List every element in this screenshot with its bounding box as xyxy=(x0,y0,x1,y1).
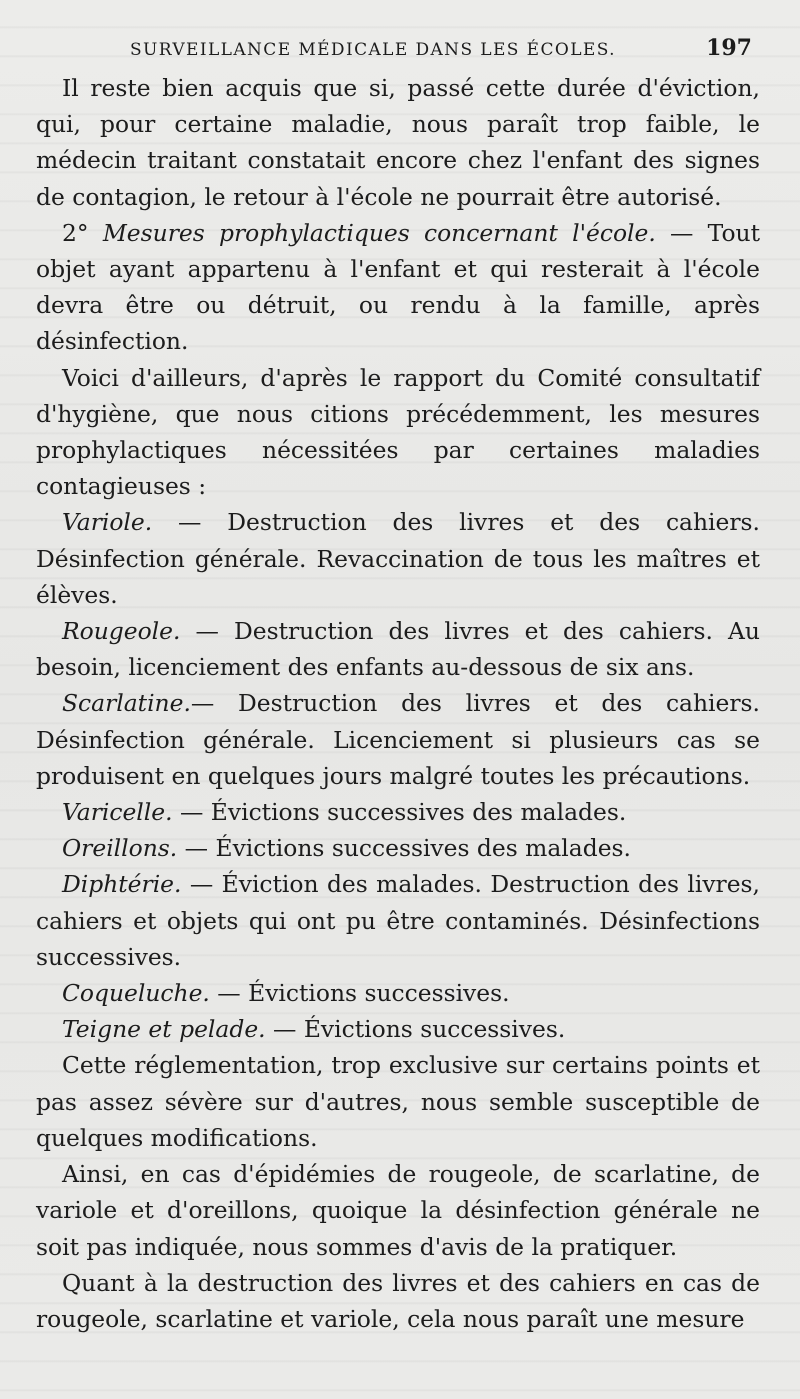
disease-entry-scarlatine xyxy=(36,685,760,794)
disease-term: Oreillons. xyxy=(62,834,178,863)
paragraph-epidemies: Ainsi, en cas d'épidémies de rougeole, de scarlatine, de variole et d'oreillons, quoique la désinfection générale ne soit pas indiquée, nous sommes d'avis de la pratiquer. xyxy=(36,1160,760,1261)
disease-measures: — Évictions successives des malades. xyxy=(172,798,627,827)
disease-measures: — Destruction des livres et des cahiers. Désinfection générale. Revaccination de tous les maîtres et élèves. xyxy=(36,508,760,609)
section-text: — Tout objet ayant appartenu à l'enfant et qui resterait à l'école devra être ou détruit, ou rendu à la famille, après désinfection. xyxy=(36,218,760,356)
disease-entry-varicelle xyxy=(36,794,760,830)
disease-entry-variole xyxy=(36,504,760,613)
disease-measures: — Éviction des malades. Destruction des livres, cahiers et objets qui ont pu être contaminés. Désinfections successives. xyxy=(36,870,760,971)
disease-measures: — Destruction des livres et des cahiers. Au besoin, licenciement des enfants au-dessous de six ans. xyxy=(36,617,760,682)
paragraph-eviction: Il reste bien acquis que si, passé cette durée d'éviction, qui, pour certaine maladie, nous paraît trop faible, le médecin traitant constatait encore chez l'enfant des signes de contagion, le retour à l'école ne pourrait être autorisé. xyxy=(36,74,760,211)
disease-term: Teigne et pelade. xyxy=(62,1015,266,1044)
disease-term: Rougeole. xyxy=(62,617,181,646)
disease-measures: — Destruction des livres et des cahiers. Désinfection générale. Licenciement si plusieurs cas se produisent en quelques jours malgré toutes les précautions. xyxy=(36,689,760,790)
page-number: 197 xyxy=(706,35,752,61)
disease-entry-diphterie xyxy=(36,866,760,975)
paragraph-comite: Voici d'ailleurs, d'après le rapport du Comité consultatif d'hygiène, que nous citions précédemment, les mesures prophylactiques nécessitées par certaines maladies contagieuses : xyxy=(36,363,760,501)
running-title: SURVEILLANCE MÉDICALE DANS LES ÉCOLES. xyxy=(130,40,616,60)
disease-term: Scarlatine. xyxy=(62,689,191,718)
disease-term: Varicelle. xyxy=(62,798,173,827)
disease-term: Variole. xyxy=(62,508,153,537)
disease-measures: — Évictions successives. xyxy=(209,979,510,1008)
paragraph-mesures-ecole xyxy=(36,215,760,360)
body-text xyxy=(36,70,760,1337)
disease-measures: — Évictions successives. xyxy=(265,1015,566,1044)
disease-entry-rougeole xyxy=(36,613,760,685)
disease-term: Coqueluche. xyxy=(62,979,210,1008)
disease-entry-coqueluche xyxy=(36,975,760,1011)
disease-entry-oreillons xyxy=(36,830,760,866)
disease-entry-teigne-pelade xyxy=(36,1011,760,1047)
disease-measures: — Évictions successives des malades. xyxy=(177,834,631,863)
paragraph-reglementation: Cette réglementation, trop exclusive sur certains points et pas assez sévère sur d'autres, nous semble susceptible de quelques modifications. xyxy=(36,1051,760,1152)
paragraph-destruction: Quant à la destruction des livres et des cahiers en cas de rougeole, scarlatine et variole, cela nous paraît une mesure xyxy=(36,1268,760,1333)
section-title: Mesures prophylactiques concernant l'école. xyxy=(102,218,656,247)
running-head xyxy=(36,30,760,70)
disease-term: Diphtérie. xyxy=(62,870,182,899)
section-number: 2° xyxy=(62,218,103,247)
